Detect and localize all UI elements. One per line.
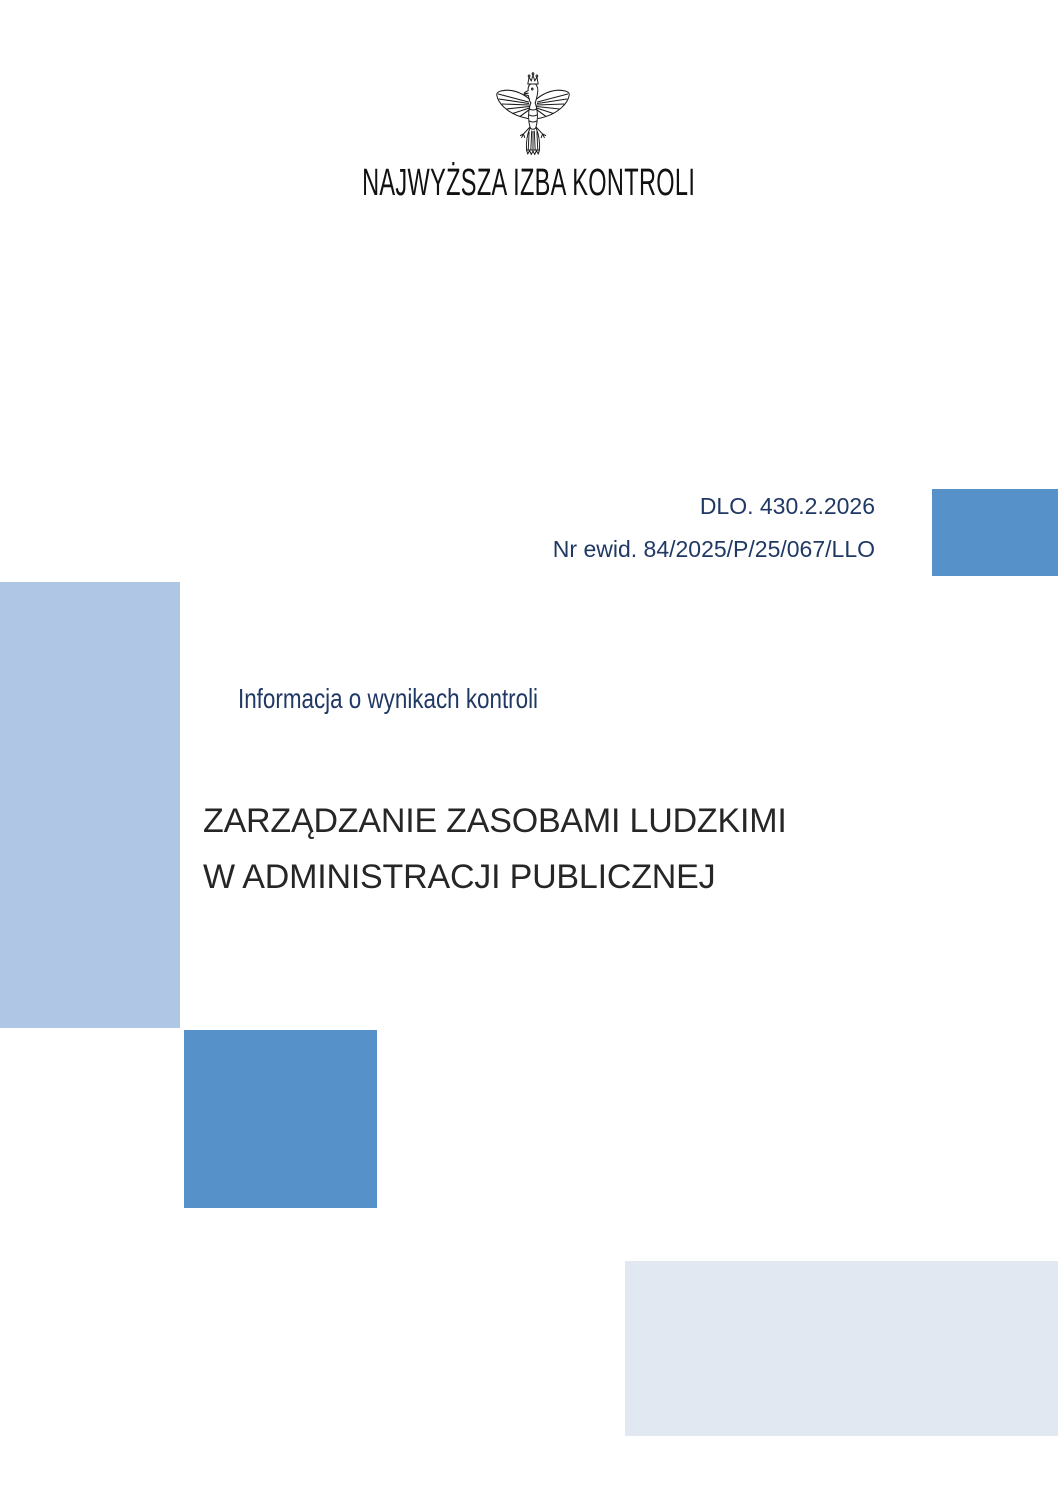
reference-block <box>553 485 875 571</box>
record-number: Nr ewid. 84/2025/P/25/067/LLO <box>552 536 875 562</box>
case-number: DLO. 430.2.2026 <box>699 493 875 519</box>
report-title-line1: ZARZĄDZANIE ZASOBAMI LUDZKIMI <box>203 802 787 840</box>
polish-eagle-emblem <box>493 70 573 158</box>
report-title-line2: W ADMINISTRACJI PUBLICZNEJ <box>203 858 716 896</box>
accent-rect-left <box>0 582 180 1028</box>
report-type-text: Informacja o wynikach kontroli <box>238 683 539 714</box>
report-title <box>203 793 787 905</box>
institution-logotype <box>0 160 1058 206</box>
institution-name: NAJWYŻSZA IZBA KONTROLI <box>362 162 696 204</box>
report-type-label <box>238 682 613 716</box>
accent-rect-top-right <box>932 489 1058 576</box>
panel-rect-bottom-right <box>625 1261 1058 1436</box>
accent-rect-middle <box>184 1030 377 1208</box>
